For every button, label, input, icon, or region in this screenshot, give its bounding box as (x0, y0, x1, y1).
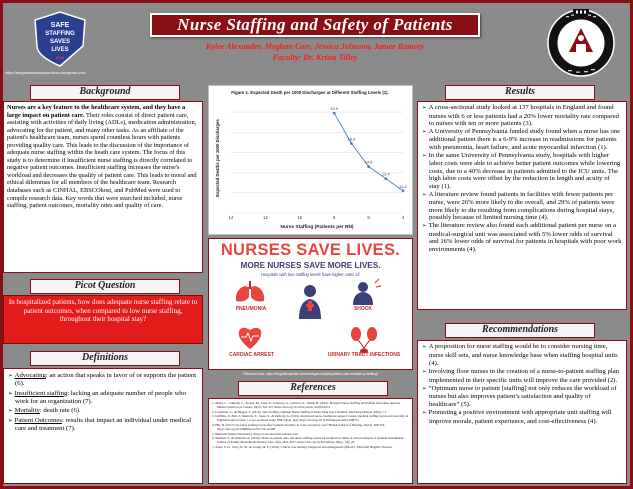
nursing-school-seal (546, 8, 616, 78)
recommendation-item: ➢ Involving floor nurses in the creation of a nurse-to-patient staffing plan implemented in their specific units will improve the care provided (2). (422, 368, 622, 385)
background-text (4, 102, 202, 212)
chart-data-point (402, 189, 405, 192)
infographic-item-pneumonia: PNEUMONIA (235, 306, 267, 312)
definitions-heading: Definitions (30, 351, 180, 366)
recommendation-item: ➢ A proposition for nurse staffing would be to consider nursing time, nurse skill sets, and nurse knowledge base when staffing hospital units (4). (422, 343, 622, 368)
chart-x-tick-label: 8 (333, 215, 336, 220)
cardiac-heart-icon (239, 328, 262, 349)
definition-item (8, 372, 198, 388)
reference-item: 2. Cosentino, C., & Hanges, S. (2019). Safe Staffing: Optimal Nurse Staffing is More Than Just a Number. Med Surg Matters, 28(3), 1-7. (212, 409, 388, 414)
logo-left-sub: ANA (55, 55, 65, 60)
result-item: ➢ The literature review also found each additional patient per nurse on a medical-surgical unit was associated with 5% lower odds of survival and 16% lower odds of survival for patients in hospitals with poor work environments (4). (422, 222, 622, 253)
lungs-icon (236, 281, 264, 302)
definition-text: : an action that speaks in favor of or supports the patient (6). (15, 372, 197, 388)
reference-item: 4. Hill, B. (2017). Do nurse staffing levels affect patient mortality in acute secondary care? British Journal of Nursing, 26(12), 698-704. https://doi.org/10.12968/bjon.2017.26.12.698 (212, 423, 386, 432)
chart-data-label: 19.9 (330, 106, 339, 112)
references-section (208, 398, 413, 484)
infographic-item-cardiac-arrest: CARDIAC ARREST (229, 352, 274, 358)
chart-title: Figure 1. Expected Death per 1000 Discharges at Different Staffing Levels (1). (231, 90, 389, 95)
results-heading: Results (445, 85, 595, 100)
recommendation-item: ➢ “Optimum nurse to patient [staffing] not only reduces the workload of nurses but also improves patient’s satisfaction and quality of healthcare” (5). (422, 385, 622, 410)
references-heading: References (238, 381, 388, 396)
logo-left-line1: SAFE (50, 22, 70, 29)
definitions-list (4, 369, 202, 437)
logo-source-url: https://bestpracticesforsupervisors.wordpress.com/ (5, 71, 86, 75)
recommendations-list (418, 341, 626, 428)
chart-data-point (367, 165, 370, 168)
chart-data-point (350, 142, 353, 145)
poster-faculty: Faculty: Dr. Krista Tilley (272, 53, 358, 62)
definition-term: Mortality (14, 407, 40, 415)
chart-x-tick-label: 6 (367, 215, 370, 220)
infographic-tagline: Hospitals with low staffing levels have higher rates of: (260, 272, 361, 277)
safe-staffing-logo (31, 10, 89, 68)
definition-text: : results that impact an individual under medical care and treatment (7). (15, 416, 192, 432)
infographic-source: Retrieved from: https://hrpgetshospitals.com/michigan-hospital-patient-care-mandatory-staffing/ (243, 372, 378, 376)
definition-item (8, 417, 198, 433)
chart-data-label: 12.2 (399, 183, 407, 189)
chart-data-label: 16.9 (347, 136, 356, 142)
logo-left-line2: STAFFING (45, 31, 75, 37)
chart-x-axis-label: Nurse Staffing (Patients per RN) (280, 225, 354, 230)
staffing-chart (208, 85, 413, 235)
nurse-figure (299, 285, 321, 319)
infographic-subtitle: MORE NURSES SAVE MORE LIVES. (240, 261, 381, 270)
result-item: ➢ A literature review found patients in facilities with fewer patients per nurse, were 26% more likely to die overall, and 29% of patients were more likely to die resulting from complications during hospital stays, possibly because of limited nursing time (4). (422, 191, 622, 222)
chart-x-tick-label: 4 (401, 215, 405, 220)
chart-series-line (334, 113, 403, 191)
poster-authors: Kylee Alexander, Meghan Corr, Jessica Johnson, Jamee Ramsey (205, 42, 425, 51)
chart-y-axis-label: Expected Deaths per 1000 Discharges (215, 119, 220, 197)
recommendations-heading: Recommendations (445, 323, 595, 338)
infographic-figures (209, 239, 411, 368)
reference-item: 6. Shamali, S., & Suhonen, R. (2019). Nurse-to-patient ratio and nurse staffing norms for hospitals in India: A critical analysis of national benchmarks. Journal of Family Medicine & Primary Care, 9(6), 2811-2817. https://doi.org/10.4103/jfmpc.jfmpc_340_20 (212, 436, 405, 445)
picot-heading: Picot Question (30, 279, 180, 294)
chart-x-tick-label: 12 (263, 215, 268, 220)
urinary-tract-icon (351, 327, 377, 354)
background-lead: Nurses are a key feature to the healthcare system, and they have a large impact on patient care. (7, 104, 186, 119)
infographic-title: NURSES SAVE LIVES. (220, 241, 401, 259)
recommendation-item: ➢ Promoting a positive environment with appropriate unit staffing will improve morale, patient experience, and cost-effectiveness (4). (422, 409, 622, 426)
poster-title: Nurse Staffing and Safety of Patients (150, 13, 480, 37)
result-item: ➢ A cross-sectional study looked at 137 hospitals in England and found nurses with 6 or less patients had a 20% lower mortality rate compared to nurses with ten or more patients (3). (422, 104, 622, 128)
chart-x-tick-label: 14 (228, 215, 234, 220)
infographic-item-uti: URINARY TRACT INFECTIONS (327, 352, 401, 358)
reference-item: 5. Merriam-Webster Dictionary. https://www.merriam-webster.com (212, 431, 298, 436)
definition-term: Advocating (14, 372, 46, 379)
logo-left-line4: LIVES (51, 47, 69, 53)
background-heading: Background (30, 85, 180, 100)
references-list (209, 399, 412, 452)
chart-x-tick-label: 10 (297, 215, 303, 220)
reference-item: 7. Jones, S. D., Story, K. M., & Lough, M. E. (2018). Critical care nursing: Diagnosis and management (8th ed.). Maryland Heights: Elsevier. (212, 445, 393, 450)
nurses-save-lives-infographic (208, 238, 413, 370)
definition-item (8, 390, 198, 406)
results-list (418, 102, 626, 255)
infographic-item-shock: SHOCK (353, 306, 373, 312)
background-body: Their roles consist of direct patient care, assisting with activities of daily living (ADLs), medication administration, advocating for the patient, and many other tasks. As an affiliate of the patient's healthcare team, nurses spend countless hours with patients providing quality care. This leads to the discussion of the importance of adequate nurse staffing within the heath care system. The focus of this study is to determine if insufficient nurse staffing is directly correlated to negative patient outcomes. Insufficient staffing increases the nurse's workload and decreases the quality of patient care. This leads to moral and ethical dilemmas for all members of the healthcare team. Research databases such as CINHAL, EBSCOhost, and PubMed were used to compile research data. Key words that were searched included, nurse staffing, patient outcomes, mortality rates and quality of care. (7, 111, 197, 210)
logo-left-line3: SAVES (50, 39, 70, 45)
chart-data-label: 13.4 (381, 171, 390, 177)
recommendations-section (417, 340, 627, 484)
background-section (3, 101, 203, 273)
staffing-chart-svg (209, 86, 411, 233)
definition-term: Patient Outcomes (14, 416, 62, 424)
chart-data-point (384, 177, 387, 180)
picot-question: In hospitalized patients, how does adequate nurse staffing relate to patient outcomes, when compared to low nurse staffing, throughout their hospital stay? (3, 295, 203, 344)
definition-text: : lacking an adequate number of people who work for an organization (7). (15, 389, 186, 405)
reference-item: 1. Aiken, L., Cimiotti, C., Sloane, M., Lake, E., Gaboury, A., Gabarra, A., Smith, H. (2016). Hospital Nurse Staffing and Patient Outcomes. Revista Médica Clínica Las Condes, 29(3), 322-327. https://doi.org/10.1016/j.rmclc.2018.04.011 (212, 401, 401, 410)
definition-term: Insufficient staffing (14, 389, 68, 397)
definition-text: : death rate (6). (39, 407, 81, 415)
shock-patient-icon (353, 279, 381, 305)
definition-item (8, 407, 198, 415)
definitions-section (3, 368, 203, 484)
result-item: ➢ A University of Pennsylvania funded study found when a nurse has one additional patient there is a 6-9% increase in readmissions for patients with pneumonia, heart failure, and acute myocardial infarction (1). (422, 128, 622, 152)
result-item: ➢ In the same University of Pennsylvania study, hospitals with higher labor costs were able to achieve better patient outcomes while lowering costs, due to a 40% decrease in patients admitted to the ICU units. The high labor costs were offset by the reduction in length and acuity of stay (1). (422, 152, 622, 191)
reference-item: 3. Griffiths, P., Ball, J., Murrells, T., Jones, S., & Rafferty, A. (2016). Registered nurse, healthcare support worker, medical staffing levels and mortality in English hospital trusts: a cross-sectional study. BMJ Open, 6(2). https://doi.org/10.1136/bmjopen-2015-008751 (212, 414, 409, 423)
chart-data-point (333, 112, 336, 115)
chart-data-label: 14.6 (364, 159, 373, 165)
results-section (417, 101, 627, 310)
